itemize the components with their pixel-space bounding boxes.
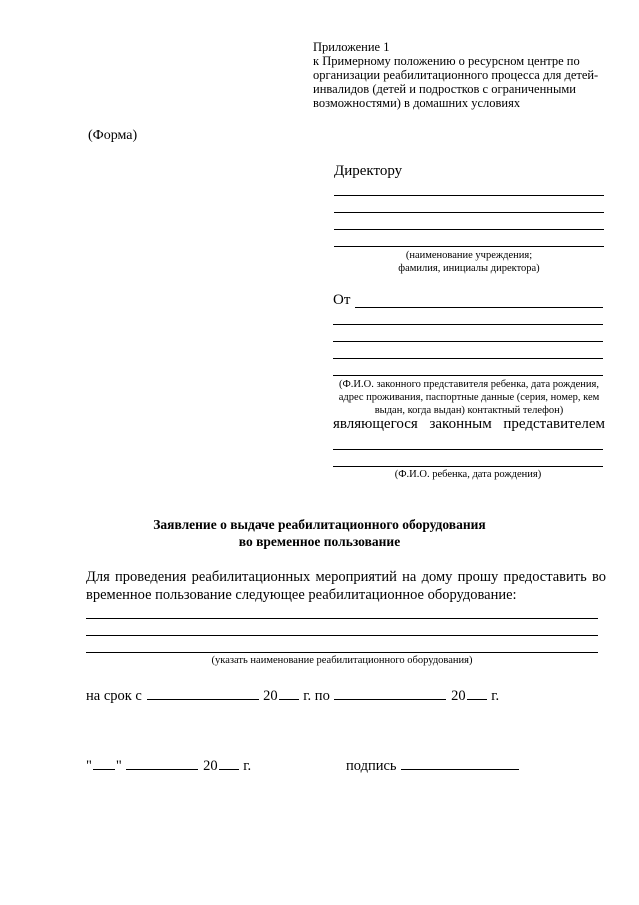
start-date-field[interactable]	[147, 685, 259, 700]
recipient-line-3[interactable]	[334, 229, 604, 230]
appendix-line-4: инвалидов (детей и подростков с ограниченными	[313, 82, 576, 96]
recipient-line-4[interactable]	[334, 246, 604, 247]
signature-row	[346, 755, 520, 775]
footer-year-suffix: г.	[243, 758, 252, 774]
period-row	[86, 685, 499, 705]
equipment-line-3[interactable]	[86, 652, 598, 653]
appendix-header	[313, 40, 613, 110]
period-mid: г. по	[303, 688, 330, 704]
recipient-line-1[interactable]	[334, 195, 604, 196]
month-field[interactable]	[126, 755, 198, 770]
applicant-caption-line-2: адрес проживания, паспортные данные (серия, номер, кем	[338, 392, 600, 403]
appendix-line-3: организации реабилитационного процесса для детей-	[313, 68, 599, 82]
equipment-line-2[interactable]	[86, 635, 598, 636]
form-label: (Форма)	[88, 128, 138, 143]
title-line-1: Заявление о выдаче реабилитационного оборудования	[153, 517, 486, 532]
applicant-line-5[interactable]	[333, 375, 603, 376]
period-prefix: на срок с	[86, 688, 142, 704]
appendix-line-5: возможностями) в домашних условиях	[313, 96, 521, 110]
quote-close: "	[115, 758, 122, 774]
equipment-line-1[interactable]	[86, 618, 598, 619]
director-label: Директору	[334, 163, 403, 179]
equipment-caption: (указать наименование реабилитационного оборудования)	[211, 655, 473, 666]
period-suffix: г.	[491, 688, 500, 704]
recipient-caption-line-2: фамилия, инициалы директора)	[398, 263, 540, 274]
child-caption: (Ф.И.О. ребенка, дата рождения)	[394, 469, 542, 480]
signature-field[interactable]	[401, 755, 519, 770]
recipient-caption	[334, 249, 604, 275]
end-year-field[interactable]	[467, 685, 487, 700]
signature-label: подпись	[346, 758, 397, 774]
applicant-caption-line-1: (Ф.И.О. законного представителя ребенка, дата рождения,	[339, 379, 599, 390]
applicant-line-1[interactable]	[355, 307, 603, 308]
recipient-caption-line-1: (наименование учреждения;	[405, 250, 533, 261]
date-row	[86, 755, 251, 775]
period-year-2: 20	[451, 688, 466, 704]
recipient-line-2[interactable]	[334, 212, 604, 213]
appendix-line-1: Приложение 1	[313, 40, 390, 54]
applicant-caption-line-3: выдан, когда выдан) контактный телефон)	[374, 405, 564, 416]
applicant-line-3[interactable]	[333, 341, 603, 342]
applicant-line-4[interactable]	[333, 358, 603, 359]
child-line-1[interactable]	[333, 449, 603, 450]
document-title	[0, 516, 639, 550]
end-date-field[interactable]	[334, 685, 446, 700]
applicant-caption	[330, 378, 608, 417]
representative-text: являющегося законным представителем	[333, 416, 605, 432]
footer-year: 20	[203, 758, 218, 774]
from-label: От	[333, 292, 351, 308]
day-field[interactable]	[93, 755, 115, 770]
applicant-line-2[interactable]	[333, 324, 603, 325]
title-line-2: во временное пользование	[238, 534, 401, 549]
child-line-2[interactable]	[333, 466, 603, 467]
appendix-line-2: к Примерному положению о ресурсном центре по	[313, 54, 580, 68]
start-year-field[interactable]	[279, 685, 299, 700]
quote-open: "	[86, 758, 92, 774]
footer-year-field[interactable]	[219, 755, 239, 770]
request-text: Для проведения реабилитационных мероприятий на дому прошу предоставить во временное пользование следующее реабилитационное оборудование:	[86, 569, 606, 603]
period-year-1: 20	[263, 688, 278, 704]
